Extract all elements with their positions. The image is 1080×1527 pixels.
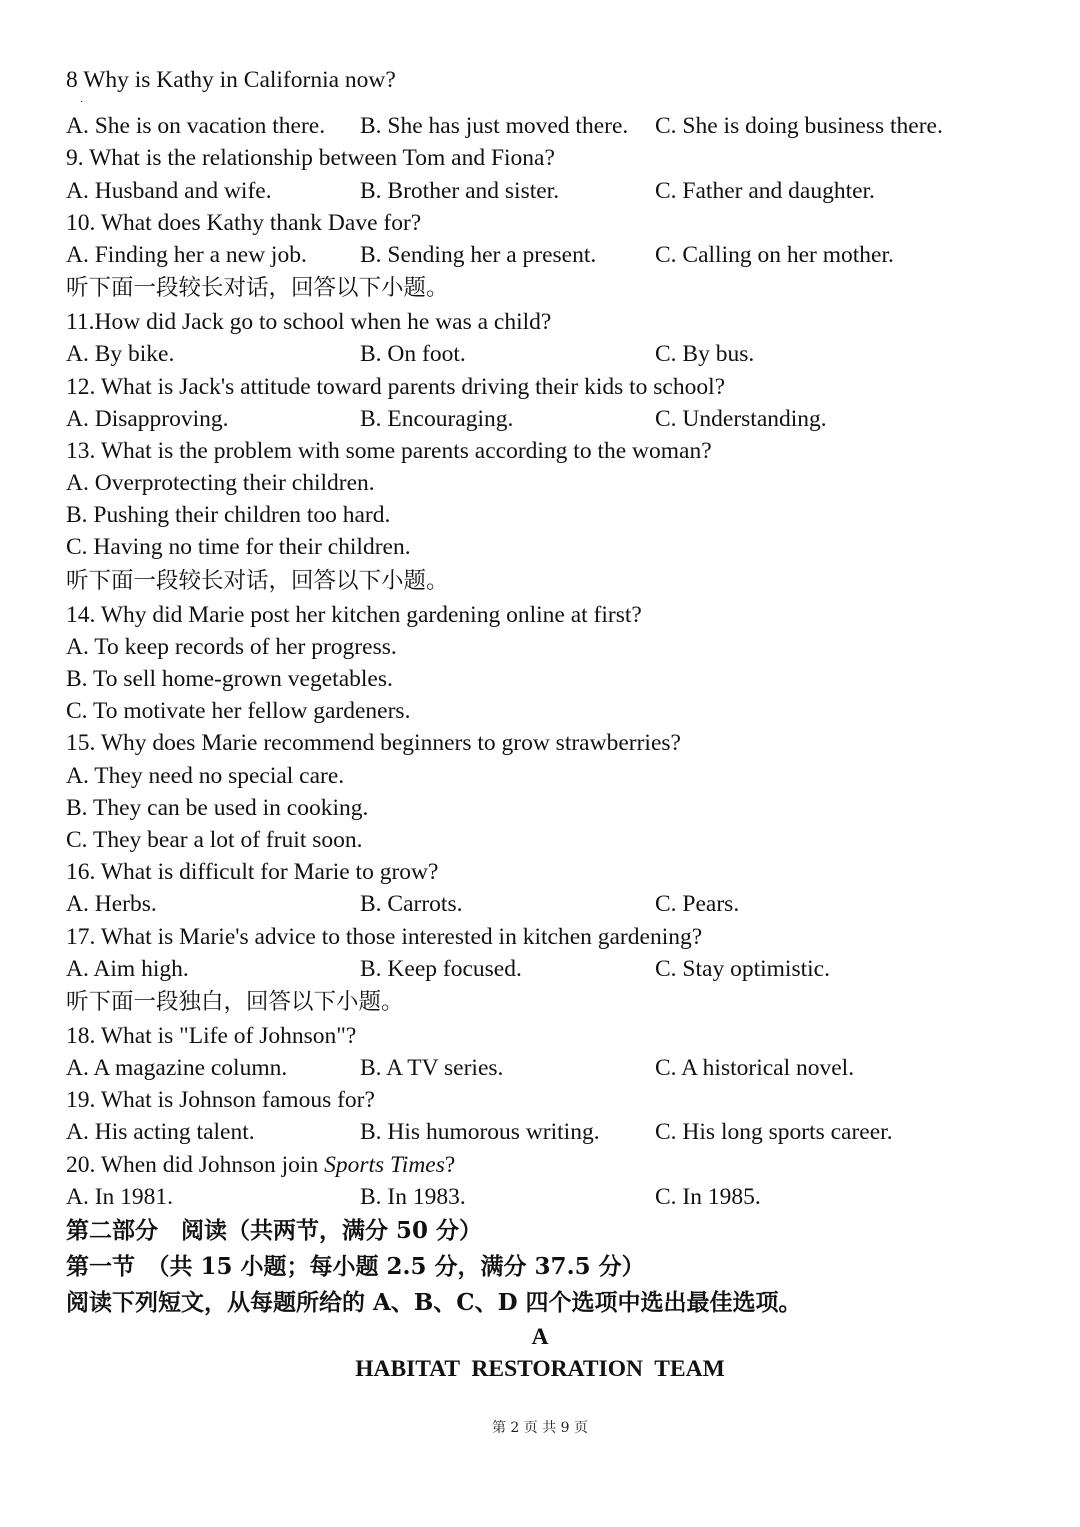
question-11: 11.How did Jack go to school when he was a child? [66,309,552,336]
option-a: A. In 1981. [66,1183,174,1210]
options-20 [66,1181,1026,1213]
question-20-text: 20. When did Johnson join [66,1151,325,1178]
option-c: C. She is doing business there. [655,113,943,140]
options-9 [66,175,1026,207]
question-15: 15. Why does Marie recommend beginners to grow strawberries? [66,730,681,757]
option-b: B. Carrots. [360,891,463,918]
question-10: 10. What does Kathy thank Dave for? [66,209,422,236]
option-a: A. Finding her a new job. [66,241,307,268]
question-20 [66,1149,1026,1181]
question-9: 9. What is the relationship between Tom and Fiona? [66,145,555,172]
question-16: 16. What is difficult for Marie to grow? [66,859,439,886]
option-b: B. On foot. [360,341,466,368]
exam-page [66,64,1026,1385]
reading-directions: 阅读下列短文，从每题所给的 A、B、C、D 四个选项中选出最佳选项。 [66,1289,802,1316]
question-17: 17. What is Marie's advice to those interested in kitchen gardening? [66,923,703,950]
option-b: B. Keep focused. [360,955,522,982]
option-a: A. Herbs. [66,891,157,918]
option-c: C. To motivate her fellow gardeners. [66,698,411,725]
option-c: C. Father and daughter. [655,177,875,204]
option-a: A. His acting talent. [66,1119,255,1146]
option-a: A. She is on vacation there. [66,113,326,140]
option-b: B. Pushing their children too hard. [66,502,391,529]
option-a: A. Overprotecting their children. [66,470,375,497]
instruction-long-dialogue: 听下面一段较长对话，回答以下小题。 [66,567,449,594]
option-b: B. Sending her a present. [360,241,597,268]
instruction-monologue: 听下面一段独白，回答以下小题。 [66,988,404,1015]
options-16 [66,888,1026,920]
options-17 [66,953,1026,985]
option-b: B. A TV series. [360,1055,504,1082]
option-c: C. Pears. [655,891,740,918]
options-12 [66,403,1026,435]
option-c: C. By bus. [655,341,755,368]
option-a: A. They need no special care. [66,762,345,789]
option-b: B. Brother and sister. [360,177,560,204]
question-mark: ? [444,1151,456,1178]
section-1-title: 第一节 （共 15 小题；每小题 2.5 分，满分 37.5 分） [66,1253,645,1280]
option-b: B. Encouraging. [360,405,514,432]
question-8: 8 Why is Kathy in California now? [66,67,396,93]
option-c: C. Having no time for their children. [66,534,411,561]
options-8 [66,110,1026,142]
option-a: A. Husband and wife. [66,177,272,204]
option-a: A. Disapproving. [66,405,229,432]
part-2-title: 第二部分 阅读（共两节，满分 50 分） [66,1217,483,1244]
instruction-long-dialogue: 听下面一段较长对话，回答以下小题。 [66,275,449,302]
option-b: B. She has just moved there. [360,113,629,140]
option-b: B. To sell home-grown vegetables. [66,666,393,692]
option-b: B. In 1983. [360,1183,466,1210]
passage-title: HABITAT RESTORATION TEAM [355,1356,725,1383]
question-18: 18. What is "Life of Johnson"? [66,1022,357,1049]
option-a: A. By bike. [66,341,175,368]
option-a: A. A magazine column. [66,1055,288,1082]
option-c: C. Calling on her mother. [655,241,894,268]
option-c: C. They bear a lot of fruit soon. [66,826,363,853]
option-c: C. In 1985. [655,1183,761,1210]
option-c: C. Stay optimistic. [655,955,830,982]
question-19: 19. What is Johnson famous for? [66,1087,375,1114]
option-a: A. Aim high. [66,955,189,982]
options-18 [66,1052,1026,1084]
option-b: B. They can be used in cooking. [66,794,369,821]
passage-letter: A [531,1324,549,1350]
options-10 [66,239,1026,271]
question-12: 12. What is Jack's attitude toward parents driving their kids to school? [66,373,726,400]
option-c: C. Understanding. [655,405,827,432]
publication-title: Sports Times [324,1151,445,1178]
stray-dot: · [80,97,84,109]
option-c: C. A historical novel. [655,1055,855,1082]
options-11 [66,338,1026,370]
question-14: 14. Why did Marie post her kitchen gardening online at first? [66,601,642,628]
page-footer: 第 2 页 共 9 页 [491,1420,589,1436]
option-c: C. His long sports career. [655,1119,893,1146]
option-b: B. His humorous writing. [360,1119,600,1146]
question-13: 13. What is the problem with some parents according to the woman? [66,437,712,464]
options-19 [66,1116,1026,1148]
option-a: A. To keep records of her progress. [66,633,397,660]
